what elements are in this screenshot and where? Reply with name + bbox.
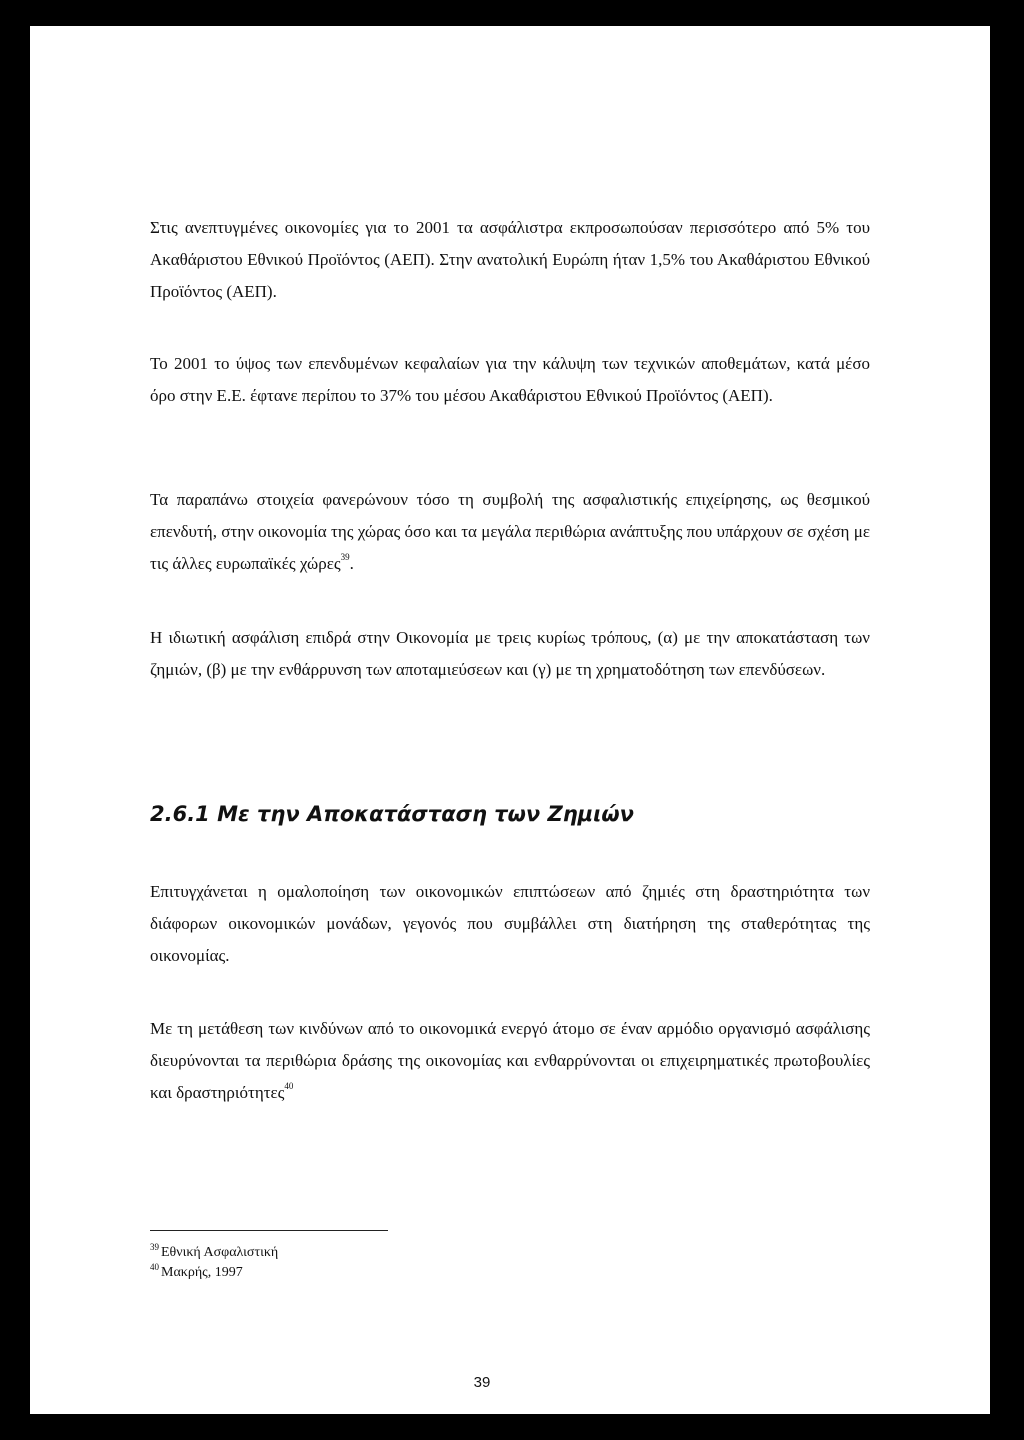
footnote-reference[interactable]: 39 xyxy=(340,552,350,562)
paragraph-technical-reserves xyxy=(150,348,870,412)
footnote-separator xyxy=(150,1230,388,1231)
page-number: 39 xyxy=(473,1374,491,1391)
footnote-text: Εθνική Ασφαλιστική xyxy=(161,1245,279,1260)
footnote-reference[interactable]: 40 xyxy=(284,1081,294,1091)
paragraph-three-ways xyxy=(150,622,870,686)
footnote-number: 39 xyxy=(150,1242,159,1252)
paragraph-text: Με τη μετάθεση των κινδύνων από το οικονομικά ενεργό άτομο σε έναν αρμόδιο οργανισμό ασφάλισης διευρύνονται τα περιθώρια δράσης της οικονομίας και ενθαρρύνονται οι επιχειρηματικές πρωτοβουλίες και δραστηριότητες xyxy=(150,1019,870,1102)
document-page xyxy=(30,26,990,1414)
paragraph-text: Η ιδιωτική ασφάλιση επιδρά στην Οικονομία με τρεις κυρίως τρόπους, (α) με την αποκατάσταση των ζημιών, (β) με την ενθάρρυνση των αποταμιεύσεων και (γ) με τη χρηματοδότηση των επενδύσεων. xyxy=(150,628,870,679)
footnote-text: Μακρής, 1997 xyxy=(161,1265,243,1280)
paragraph-end-mark: . xyxy=(349,554,354,573)
paragraph-text: Στις ανεπτυγμένες οικονομίες για το 2001 τα ασφάλιστρα εκπροσωπούσαν περισσότερο από 5% του Ακαθάριστου Εθνικού Προϊόντος (ΑΕΠ). Στην ανατολική Ευρώπη ήταν 1,5% του Ακαθάριστου Εθνικού Προϊόντος (ΑΕΠ). xyxy=(150,218,870,301)
paragraph-text: Το 2001 το ύψος των επενδυμένων κεφαλαίων για την κάλυψη των τεχνικών αποθεμάτων, κατά μέσο όρο στην Ε.Ε. έφτανε περίπου το 37% του μέσου Ακαθάριστου Εθνικού Προϊόντος (ΑΕΠ). xyxy=(150,354,870,405)
paragraph-text: Τα παραπάνω στοιχεία φανερώνουν τόσο τη συμβολή της ασφαλιστικής επιχείρησης, ως θεσμικού επενδυτή, στην οικονομία της χώρας όσο και τα μεγάλα περιθώρια ανάπτυξης που υπάρχουν σε σχέση με τις άλλες ευρωπαϊκές χώρες xyxy=(150,490,870,573)
paragraph-text: Επιτυγχάνεται η ομαλοποίηση των οικονομικών επιπτώσεων από ζημιές στη δραστηριότητα των διάφορων οικονομικών μονάδων, γεγονός που συμβάλλει στη διατήρηση της σταθερότητας της οικονομίας. xyxy=(150,882,870,965)
footnote-number: 40 xyxy=(150,1262,159,1272)
paragraph-institutional-investor xyxy=(150,484,870,580)
section-heading: 2.6.1 Με την Αποκατάσταση των Ζημιών xyxy=(150,802,634,826)
paragraph-loss-normalization xyxy=(150,876,870,972)
paragraph-risk-transfer xyxy=(150,1013,870,1109)
paragraph-gdp-share xyxy=(150,212,870,308)
footnote-item xyxy=(150,1264,243,1282)
footnote-item xyxy=(150,1244,278,1262)
